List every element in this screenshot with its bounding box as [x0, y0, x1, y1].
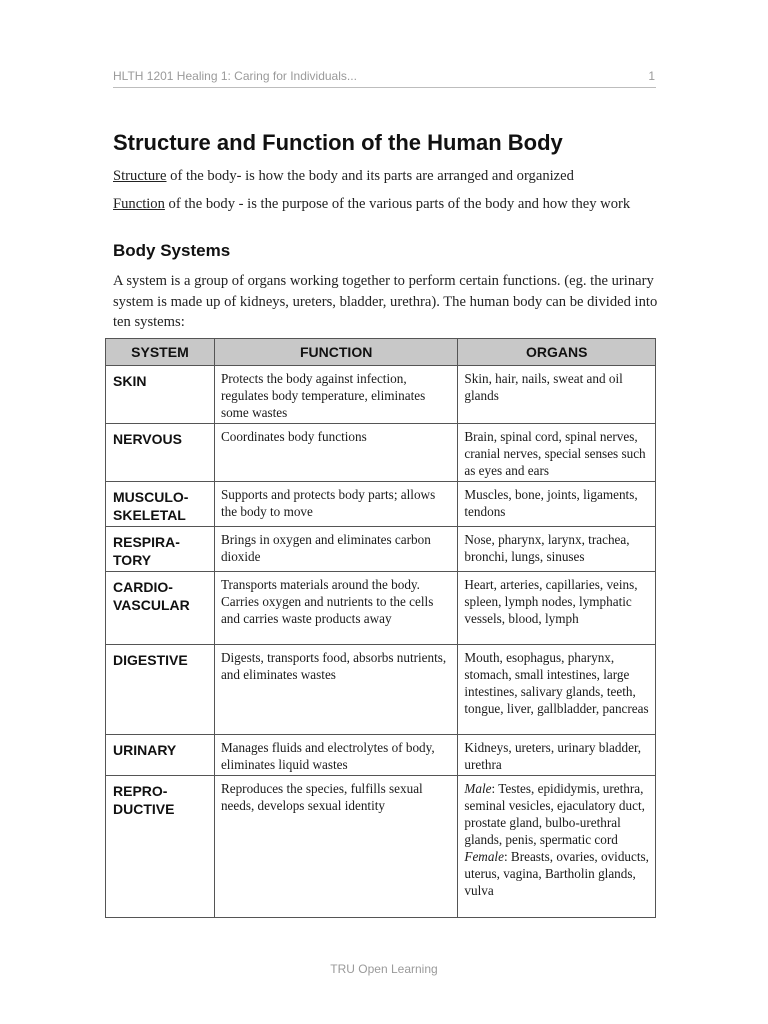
section-intro: A system is a group of organs working together to perform certain functions. (eg. the urinary system is made up of kidneys, ureters, bladder, urethra). The human body can be divided into ten systems: [113, 273, 658, 330]
system-organs: Nose, pharynx, larynx, trachea, bronchi, lungs, sinuses [458, 527, 656, 572]
system-name: URINARY [106, 735, 215, 776]
structure-term: Structure [113, 168, 167, 184]
system-name: SKIN [106, 366, 215, 424]
system-function: Transports materials around the body. Carries oxygen and nutrients to the cells and carries waste products away [214, 572, 457, 645]
function-text: of the body - is the purpose of the various parts of the body and how they work [164, 196, 631, 212]
page-footer: TRU Open Learning [330, 962, 438, 976]
system-function: Supports and protects body parts; allows the body to move [214, 482, 457, 527]
system-name: CARDIO- VASCULAR [106, 572, 215, 645]
function-term: Function [113, 196, 165, 212]
structure-definition [113, 166, 658, 186]
system-function: Digests, transports food, absorbs nutrients, and eliminates wastes [214, 645, 457, 735]
system-organs: Kidneys, ureters, urinary bladder, urethra [458, 735, 656, 776]
structure-text: of the body- is how the body and its parts are arranged and organized [166, 168, 574, 184]
system-organs: Muscles, bone, joints, ligaments, tendons [458, 482, 656, 527]
section-title: Body Systems [113, 241, 231, 260]
system-organs: Skin, hair, nails, sweat and oil glands [458, 366, 656, 424]
system-name: REPRO- DUCTIVE [106, 776, 215, 918]
table-row [106, 424, 656, 482]
system-function: Coordinates body functions [214, 424, 457, 482]
male-label: Male [464, 781, 492, 796]
male-organs: : Testes, epididymis, urethra, seminal vesicles, ejaculatory duct, prostate gland, bulbo-urethral glands, penis, spermatic cord [464, 781, 645, 847]
table-row [106, 572, 656, 645]
body-systems-table [105, 338, 656, 918]
column-header-system: SYSTEM [106, 339, 215, 366]
table-row [106, 645, 656, 735]
system-name: NERVOUS [106, 424, 215, 482]
system-organs: Mouth, esophagus, pharynx, stomach, small intestines, large intestines, salivary glands, teeth, tongue, liver, gallbladder, pancreas [458, 645, 656, 735]
female-label: Female [464, 849, 504, 864]
table-row [106, 366, 656, 424]
female-organs: : Breasts, ovaries, oviducts, uterus, vagina, Bartholin glands, vulva [464, 849, 649, 898]
system-function: Brings in oxygen and eliminates carbon dioxide [214, 527, 457, 572]
system-function: Reproduces the species, fulfills sexual needs, develops sexual identity [214, 776, 457, 918]
running-header [113, 69, 656, 88]
system-organs: Brain, spinal cord, spinal nerves, cranial nerves, special senses such as eyes and ears [458, 424, 656, 482]
page-number: 1 [648, 69, 655, 83]
system-organs: Heart, arteries, capillaries, veins, spleen, lymph nodes, lymphatic vessels, blood, lymph [458, 572, 656, 645]
system-organs [458, 776, 656, 918]
function-definition [113, 194, 658, 214]
column-header-organs: ORGANS [458, 339, 656, 366]
system-function: Manages fluids and electrolytes of body, eliminates liquid wastes [214, 735, 457, 776]
table-row [106, 776, 656, 918]
course-title: HLTH 1201 Healing 1: Caring for Individuals... [113, 69, 357, 83]
system-name: DIGESTIVE [106, 645, 215, 735]
system-name: RESPIRA- TORY [106, 527, 215, 572]
table-row [106, 482, 656, 527]
table-row [106, 527, 656, 572]
system-name: MUSCULO- SKELETAL [106, 482, 215, 527]
table-row [106, 735, 656, 776]
table-header-row [106, 339, 656, 366]
system-function: Protects the body against infection, regulates body temperature, eliminates some wastes [214, 366, 457, 424]
column-header-function: FUNCTION [214, 339, 457, 366]
page-title: Structure and Function of the Human Body [113, 130, 563, 155]
